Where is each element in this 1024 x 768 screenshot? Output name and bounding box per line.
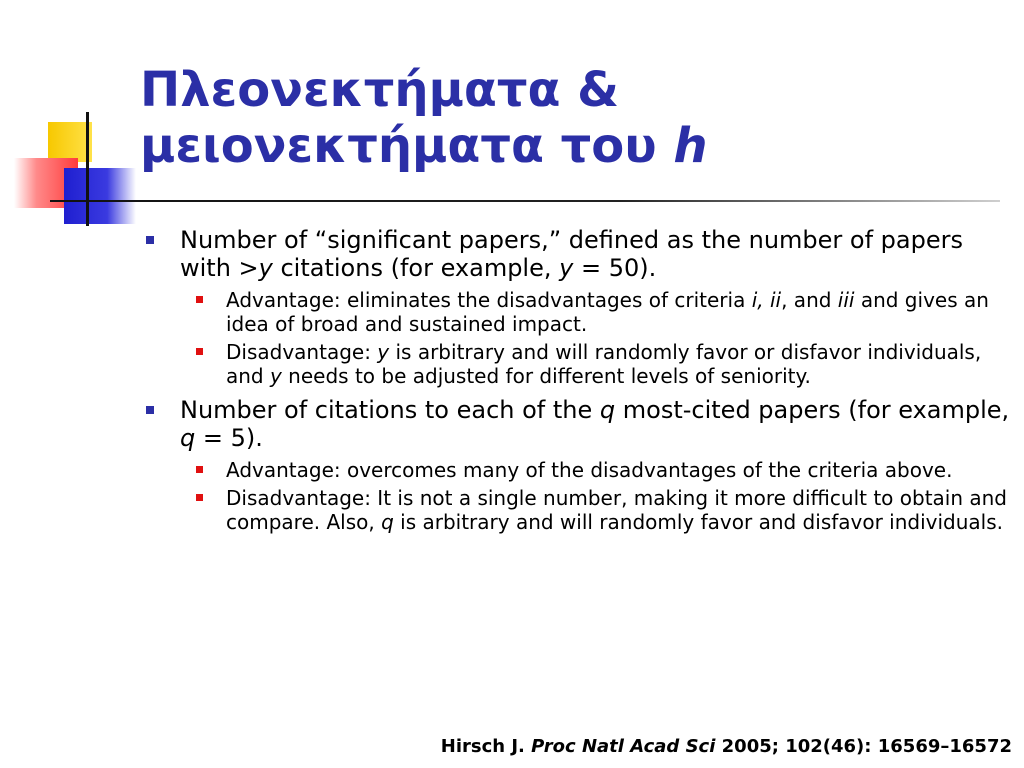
- citation-journal: Proc Natl Acad Sci: [531, 736, 716, 757]
- sub-bullet-list: [140, 288, 1010, 388]
- title-h-italic: h: [673, 118, 708, 174]
- citation-author: Hirsch J.: [440, 736, 532, 757]
- square-bullet-icon: [146, 406, 154, 414]
- italic-variable: iii: [837, 288, 855, 312]
- text-run: Advantage: eliminates the disadvantages of criteria: [226, 288, 752, 312]
- title-divider: [50, 200, 1000, 202]
- text-run: = 5).: [195, 424, 263, 452]
- citation-details: 2005; 102(46): 16569–16572: [715, 736, 1012, 757]
- sub-bullet-list: [140, 458, 1010, 534]
- sub-bullet-item: [140, 288, 1010, 336]
- square-bullet-icon: [196, 296, 203, 303]
- italic-variable: i, ii: [751, 288, 782, 312]
- text-run: needs to be adjusted for different levels of seniority.: [281, 364, 811, 388]
- text-run: Number of “significant papers,” defined as the number of papers with >: [180, 226, 963, 282]
- square-bullet-icon: [196, 348, 203, 355]
- text-run: Disadvantage:: [226, 340, 378, 364]
- text-run: is arbitrary and will randomly favor or disfavor individuals, and: [226, 340, 982, 388]
- title-line-2: [140, 118, 1000, 174]
- italic-variable: y: [269, 364, 282, 388]
- text-run: Disadvantage: It is not a single number, making it more difficult to obtain and compare. Also,: [226, 486, 1008, 534]
- sub-bullet-item: [140, 340, 1010, 388]
- square-bullet-icon: [146, 236, 154, 244]
- italic-variable: q: [180, 424, 196, 452]
- text-run: , and: [781, 288, 838, 312]
- text-run: is arbitrary and will randomly favor and disfavor individuals.: [393, 510, 1004, 534]
- bullet-item: [140, 396, 1010, 452]
- text-run: most-cited papers (for example,: [615, 396, 1010, 424]
- text-run: Number of citations to each of the: [180, 396, 600, 424]
- square-bullet-icon: [196, 494, 203, 501]
- bullet-item: [140, 226, 1010, 282]
- citation: [441, 736, 1012, 757]
- italic-variable: q: [599, 396, 616, 424]
- italic-variable: y: [559, 254, 574, 282]
- sub-bullet-item: [140, 458, 1010, 482]
- italic-variable: q: [381, 510, 394, 534]
- decorative-squares: [0, 0, 140, 240]
- bullet-list: [140, 226, 1010, 542]
- sub-bullet-item: [140, 486, 1010, 534]
- text-run: Advantage: overcomes many of the disadvantages of the criteria above.: [226, 458, 953, 482]
- vertical-rule: [86, 112, 89, 226]
- text-run: citations (for example,: [272, 254, 560, 282]
- italic-variable: y: [258, 254, 273, 282]
- italic-variable: y: [377, 340, 390, 364]
- slide-title: [140, 62, 1000, 174]
- text-run: and gives an idea of broad and sustained impact.: [226, 288, 989, 336]
- title-line-2-text: μειονεκτήματα του: [140, 118, 674, 174]
- blue-square: [64, 168, 136, 224]
- text-run: = 50).: [573, 254, 657, 282]
- title-line-1: Πλεονεκτήματα &: [140, 62, 620, 118]
- square-bullet-icon: [196, 466, 203, 473]
